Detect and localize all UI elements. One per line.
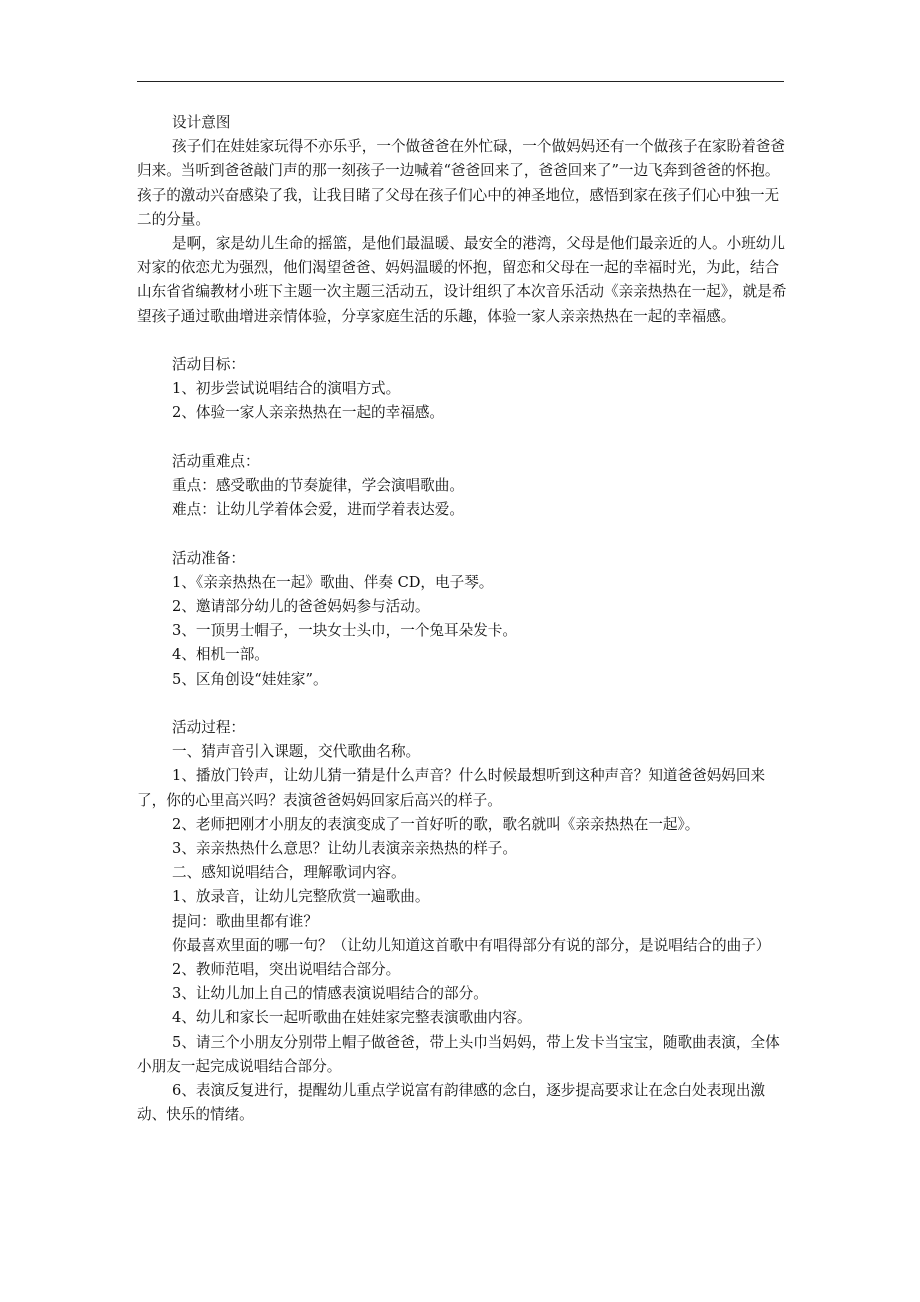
process-step-2-3: 3、让幼儿加上自己的情感表演说唱结合的部分。: [172, 985, 488, 1003]
spacer: [137, 692, 787, 716]
preparation-heading: 活动准备：: [172, 549, 246, 567]
process-heading: 活动过程：: [172, 719, 246, 737]
process-step-1-3: 3、亲亲热热什么意思？让幼儿表演亲亲热热的样子。: [172, 840, 517, 858]
key-points-heading: 活动重难点：: [172, 452, 260, 470]
process-step-2-1: 1、放录音，让幼儿完整欣赏一遍歌曲。: [172, 888, 430, 906]
process-step-1-2: 2、老师把刚才小朋友的表演变成了一首好听的歌，歌名就叫《亲亲热热在一起》。: [172, 815, 700, 833]
spacer: [137, 426, 787, 450]
key-point-focus: 重点：感受歌曲的节奏旋律，学会演唱歌曲。: [172, 477, 464, 495]
preparation-item-5: 5、区角创设“娃娃家”。: [172, 670, 328, 688]
process-step-2-2: 2、教师范唱，突出说唱结合部分。: [172, 961, 401, 979]
process-step-2-6: 6、表演反复进行，提醒幼儿重点学说富有韵律感的念白，逐步提高要求让在念白处表现出激动、快乐的情绪。: [137, 1082, 766, 1124]
key-point-difficulty: 难点：让幼儿学着体会爱，进而学着表达爱。: [172, 501, 464, 519]
design-intent-heading: 设计意图: [172, 114, 231, 131]
preparation-item-3: 3、一顶男士帽子，一块女士头巾，一个兔耳朵发卡。: [172, 622, 517, 640]
process-step-2: 二、感知说唱结合，理解歌词内容。: [172, 864, 406, 882]
spacer: [137, 522, 787, 546]
process-step-2-4: 4、幼儿和家长一起听歌曲在娃娃家完整表演歌曲内容。: [172, 1009, 532, 1027]
process-question-followup: 你最喜欢里面的哪一句？（让幼儿知道这首歌中有唱得部分有说的部分，是说唱结合的曲子）: [172, 936, 771, 954]
spacer: [137, 329, 787, 353]
process-step-1: 一、猜声音引入课题，交代歌曲名称。: [172, 743, 421, 761]
document-body: [137, 111, 787, 1127]
process-step-1-1: 1、播放门铃声，让幼儿猜一猜是什么声音？什么时候最想听到这种声音？知道爸爸妈妈回来了，你的心里高兴吗？表演爸爸妈妈回家后高兴的样子。: [137, 767, 766, 809]
header-rule: [137, 81, 784, 82]
design-intent-paragraph-1: 孩子们在娃娃家玩得不亦乐乎，一个做爸爸在外忙碌，一个做妈妈还有一个做孩子在家盼着爸爸归来。当听到爸爸敲门声的那一刻孩子一边喊着“爸爸回来了，爸爸回来了”一边飞奔到爸爸的怀抱。孩子的激动兴奋感染了我，让我目睹了父母在孩子们心中的神圣地位，感悟到家在孩子们心中独一无二的分量。: [137, 138, 785, 228]
process-step-2-5: 5、请三个小朋友分别带上帽子做爸爸，带上头巾当妈妈，带上发卡当宝宝，随歌曲表演，全体小朋友一起完成说唱结合部分。: [137, 1033, 780, 1075]
goals-heading: 活动目标：: [172, 356, 246, 374]
preparation-item-1: 1、《亲亲热热在一起》歌曲、伴奏 CD，电子琴。: [172, 573, 494, 591]
goals-item-2: 2、体验一家人亲亲热热在一起的幸福感。: [172, 404, 445, 422]
process-question: 提问：歌曲里都有谁？: [172, 912, 318, 930]
preparation-item-2: 2、邀请部分幼儿的爸爸妈妈参与活动。: [172, 598, 430, 616]
preparation-item-4: 4、相机一部。: [172, 646, 269, 664]
goals-item-1: 1、初步尝试说唱结合的演唱方式。: [172, 380, 401, 398]
design-intent-paragraph-2: 是啊，家是幼儿生命的摇篮，是他们最温暖、最安全的港湾，父母是他们最亲近的人。小班幼儿对家的依恋尤为强烈，他们渴望爸爸、妈妈温暖的怀抱，留恋和父母在一起的幸福时光，为此，结合山东省省编教材小班下主题一次主题三活动五，设计组织了本次音乐活动《亲亲热热在一起》，就是希望孩子通过歌曲增进亲情体验，分享家庭生活的乐趣，体验一家人亲亲热热在一起的幸福感。: [137, 235, 787, 325]
